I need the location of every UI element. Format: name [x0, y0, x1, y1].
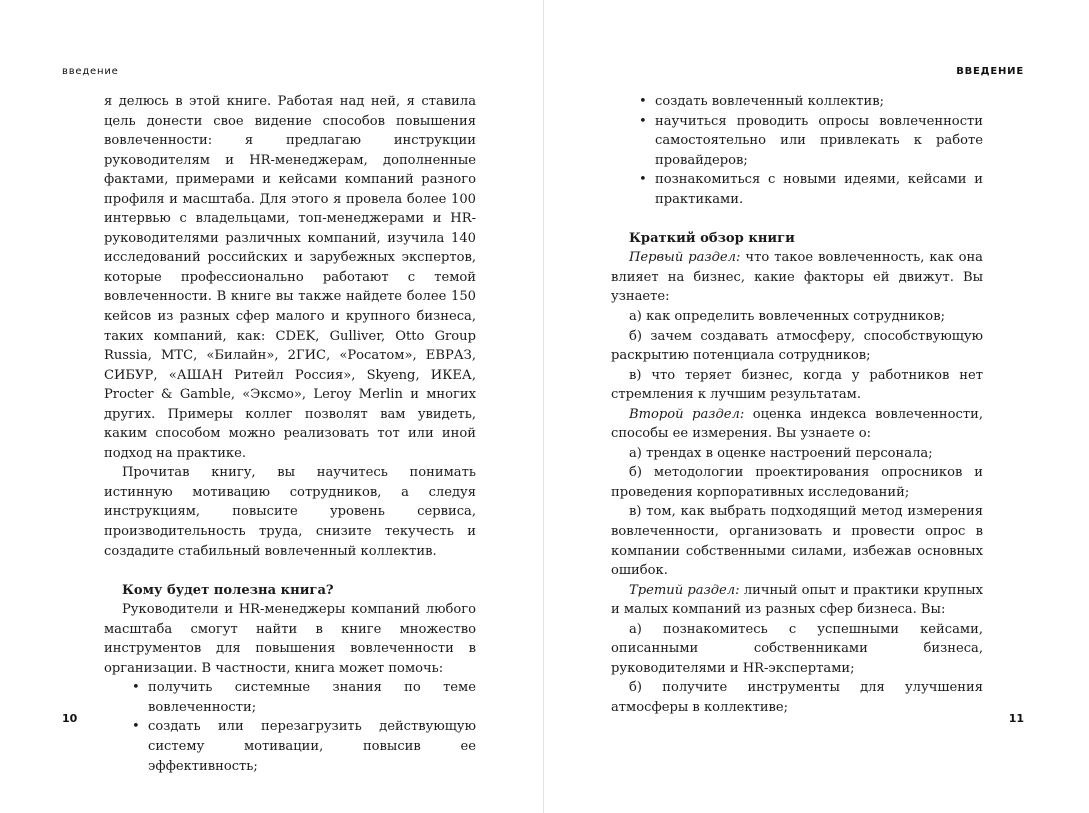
section2-intro	[611, 405, 983, 444]
section2-item: б) методологии проектирования опросников и проведения корпоративных исследований;	[611, 465, 983, 500]
left-running-head: введение	[62, 66, 119, 77]
section3-item: б) получите инструменты для улучшения атмосферы в коллективе;	[611, 680, 983, 715]
audience-paragraph: Руководители и HR-менеджеры компаний любого масштаба смогут найти в книге множество инструментов для повышения вовлеченности в организации. В частности, книга может помочь:	[104, 602, 476, 676]
list-item: • создать вовлеченный коллектив;	[655, 92, 983, 112]
section3-intro	[611, 581, 983, 620]
second-paragraph: Прочитав книгу, вы научитесь понимать истинную мотивацию сотрудников, а следуя инструкциям, повысите уровень сервиса, производительность труда, снизите текучесть и создадите стабильный вовлеченный коллектив.	[104, 465, 476, 559]
section2-item: в) том, как выбрать подходящий метод измерения вовлеченности, организовать и провести опрос в компании собственными силами, избежав основных ошибок.	[611, 504, 983, 579]
left-bullet-list	[104, 678, 476, 776]
right-running-head: ВВЕДЕНИЕ	[956, 66, 1024, 77]
section2-text: оценка индекса вовлеченности, способы ее измерения. Вы узнаете о:	[611, 406, 983, 442]
right-page-text	[611, 92, 983, 717]
section3-text: личный опыт и практики крупных и малых компаний из разных сфер бизнеса. Вы:	[611, 582, 983, 618]
section3-item: а) познакомитесь с успешными кейсами, описанными собственниками бизнеса, руководителями и HR-экспертами;	[611, 621, 983, 676]
spacer	[611, 209, 983, 229]
section1-item: в) что теряет бизнес, когда у работников нет стремления к лучшим результатам.	[611, 367, 983, 403]
list-item: • создать или перезагрузить действующую систему мотивации, повысив ее эффективность;	[148, 717, 476, 776]
list-item: • научиться проводить опросы вовлеченности самостоятельно или привлекать к работе провайдеров;	[655, 112, 983, 171]
right-page	[544, 0, 1089, 813]
section1-label: Первый раздел:	[629, 250, 741, 266]
list-item: • получить системные знания по теме вовлеченности;	[148, 678, 476, 717]
section1-text: что такое вовлеченность, как она влияет на бизнес, какие факторы ей движут. Вы узнаете:	[611, 250, 983, 305]
section1-intro	[611, 248, 983, 307]
audience-heading: Кому будет полезна книга?	[122, 582, 334, 598]
section1-item: а) как определить вовлеченных сотрудников;	[629, 308, 945, 324]
left-page-number: 10	[62, 712, 78, 725]
spacer	[104, 561, 476, 581]
section1-item: б) зачем создавать атмосферу, способствующую раскрытию потенциала сотрудников;	[611, 328, 983, 364]
right-bullet-list	[611, 92, 983, 209]
left-page	[0, 0, 543, 813]
left-page-text	[104, 92, 476, 776]
list-item: • познакомиться с новыми идеями, кейсами и практиками.	[655, 170, 983, 209]
section2-item: а) трендах в оценке настроений персонала;	[629, 445, 933, 461]
overview-heading: Краткий обзор книги	[629, 230, 795, 246]
right-page-number: 11	[1008, 712, 1024, 725]
section3-label: Третий раздел:	[629, 582, 740, 598]
section2-label: Второй раздел:	[629, 406, 745, 422]
intro-paragraph: я делюсь в этой книге. Работая над ней, я ставила цель донести свое видение способов повышения вовлеченности: я предлагаю инструкции руководителям и HR-менеджерам, дополненные фактами, примерами и кейсами компаний разного профиля и масштаба. Для этого я провела более 100 интервью с владельцами, топ-менеджерами и HR-руководителями различных компаний, изучила 140 исследований российских и зарубежных экспертов, которые профессионально работают с темой вовлеченности. В книге вы также найдете более 150 кейсов из разных сфер малого и крупного бизнеса, таких компаний, как: CDEK, Gulliver, Otto Group Russia, МТС, «Билайн», 2ГИС, «Росатом», ЕВРАЗ, СИБУР, «АШАН Ритейл Россия», Skyeng, ИКЕА, Procter & Gamble, «Эксмо», Leroy Merlin и многих других. Примеры коллег позволят вам увидеть, каким способом можно реализовать тот или иной подход на практике.	[104, 94, 476, 461]
